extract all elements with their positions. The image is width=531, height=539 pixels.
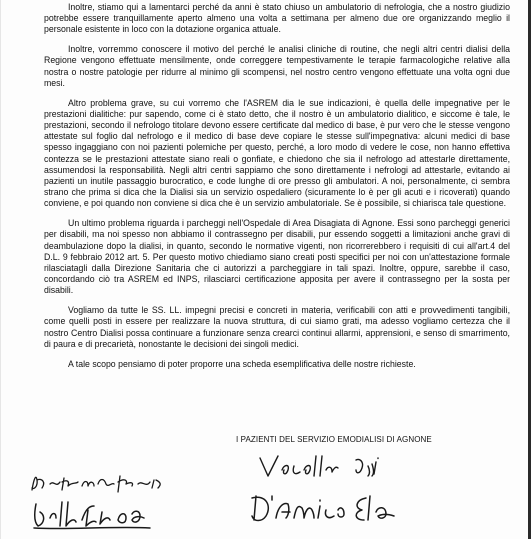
paragraph-impegnative: Altro problema grave, su cui vorremo che l'ASREM dia le sue indicazioni, è quella delle impegnative per le prestazioni dialitiche: pur sapendo, come ci è stato detto, che il nostro è un ambulatorio dialitico, e siccome è tale, le prestazioni, secondo il nefrologo titolare devono essere certificate dal medico di base, è pur vero che le stesse vengono attestate sul foglio dal nefrologo e il medico di base deve copiare le stesse sull'impegnativa: alcuni medici di base spesso ingaggiano con noi pazienti polemiche per questo, perché, a loro modo di vedere le cose, non hanno effettiva contezza se le prestazioni attestate siano reali o gonfiate, e chiedono che sia il nefrologo ad attestarle direttamente, assumendosi la responsabilità. Negli altri centri sappiamo che sono direttamente i nefrologi ad attestarle, evitando ai pazienti un inutile passaggio burocratico, e code lunghe di ore presso gli ambulatori. A noi, personalmente, ci sembra strano che prima si dica che la Dialisi sia un servizio ospedaliero (sicuramente lo è per gli acuti e i ricoverati) quando conviene, e poi quando non conviene si dica che è un servizio ambulatoriale. Se è possibile, si chiarisca tale questione. — [44, 97, 510, 209]
letter-body — [44, 2, 510, 378]
paragraph-analisi: Inoltre, vorremmo conoscere il motivo del perché le analisi cliniche di routine, che negli altri centri dialisi della Regione vengono effettuate mensilmente, onde correggere tempestivamente le terapie farmacologiche relative alla nostra o nostre patologie per ridurre al minimo gli scompensi, nel nostro centro vengono effettuate una volta ogni due mesi. — [44, 44, 510, 88]
paragraph-scheda: A tale scopo pensiamo di poter proporre una scheda esemplificativa delle nostre richieste. — [68, 358, 416, 369]
paragraph-impegni: Vogliamo da tutte le SS. LL. impegni precisi e concreti in materia, verificabili con atti e provvedimenti tangibili, come quelli posti in essere per realizzare la nuova struttura, di cui siamo grati, ma adesso vogliamo certezza che il nostro Centro Dialisi possa continuare a funzionare senza crearci continui allarmi, apprensioni, e senso di smarrimento, di paura e di precarietà, nonostante le decisioni dei singoli medici. — [44, 305, 510, 349]
handwritten-signature-1 — [28, 470, 168, 496]
paragraph-parcheggi: Un ultimo problema riguarda i parcheggi nell'Ospedale di Area Disagiata di Agnone. Essi sono parcheggi generici per disabili, ma noi spesso non abbiamo il contrassegno per disabili, pur essendo soggetti a limitazioni anche gravi di deambulazione dopo la dialisi, in quanto, secondo le normative vigenti, non ricorrerebbero i requisiti di cui all'art.4 del D.L. 9 febbraio 2012 art. 5. Per questo motivo chiediamo siano creati posti specifici per noi con un'attestazione formale rilasciatagli dalla Direzione Sanitaria che ci autorizzi a parcheggiare in tali spazi. Inoltre, oppure, sarebbe il caso, concordando ciò tra ASREM ed INPS, rilasciarci certificazione apposita per avere il contrassegno per la sosta per disabili. — [44, 218, 510, 296]
page-edge — [0, 0, 1, 539]
handwritten-signature-2 — [30, 496, 180, 530]
handwritten-signature-3 — [256, 452, 416, 482]
signoff-line: I PAZIENTI DEL SERVIZIO EMODIALISI DI AGNONE — [236, 435, 432, 444]
paragraph-ambulatorio: Inoltre, stiamo qui a lamentarci perché da anni è stato chiuso un ambulatorio di nefrologia, che a nostro giudizio potrebbe essere tranquillamente aperto almeno una volta a settimana per almeno due ore organizzando meglio il personale esistente in loco con la dotazione organica attuale. — [44, 2, 510, 35]
handwritten-signature-4 — [246, 490, 426, 528]
